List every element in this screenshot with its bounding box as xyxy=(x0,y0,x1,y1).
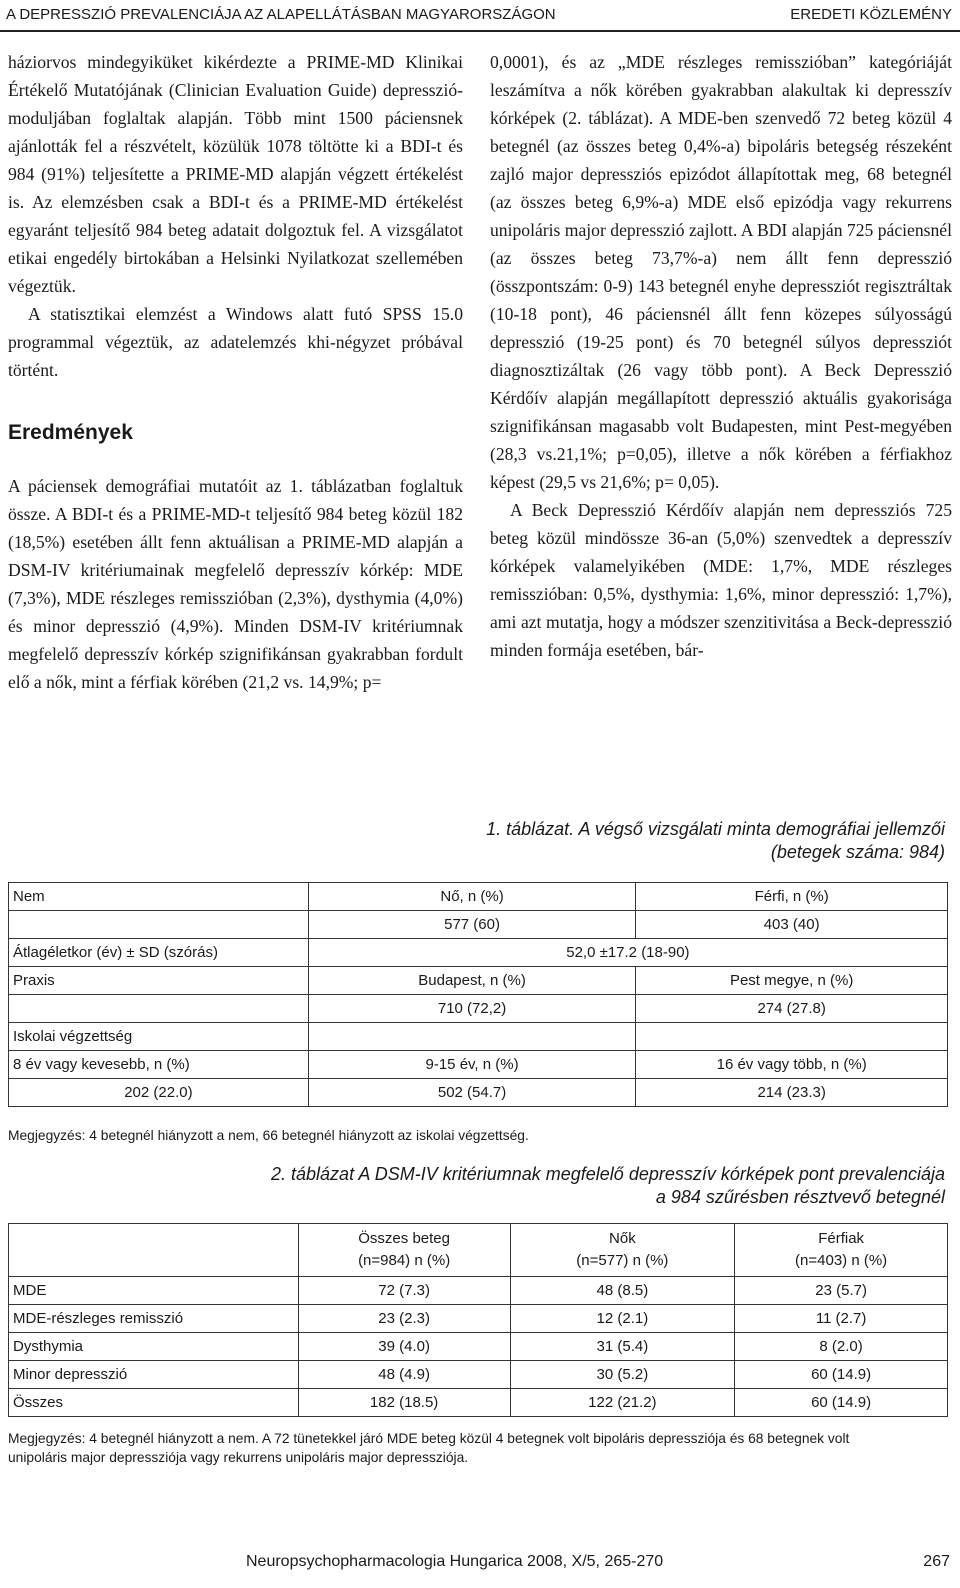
table-cell: Dysthymia xyxy=(9,1333,299,1361)
table-cell: 403 (40) xyxy=(636,911,948,939)
table-cell: 502 (54.7) xyxy=(308,1079,636,1107)
table-header-cell xyxy=(298,1224,510,1277)
table-row xyxy=(9,1079,948,1107)
table-row xyxy=(9,883,948,911)
table-row xyxy=(9,1277,948,1305)
table-cell: Átlagéletkor (év) ± SD (szórás) xyxy=(9,939,309,967)
table-cell xyxy=(9,911,309,939)
header-line: (n=577) n (%) xyxy=(576,1252,669,1269)
table-cell: 60 (14.9) xyxy=(735,1389,948,1417)
table-cell: 60 (14.9) xyxy=(735,1361,948,1389)
paragraph: háziorvos mindegyiküket kikérdezte a PRIME-MD Klinikai Értékelő Mutatójának (Clinician Evaluation Guide) depresszió-moduljában foglaltak alapján. Több mint 1500 páciensnek ajánlották fel a részvételt, közülük 1078 töltötte ki a BDI-t és 984 (91%) teljesítette a PRIME-MD alapján végzett értékelést is. Az elemzésben csak a BDI-t és a PRIME-MD értékelést egyaránt teljesítő 984 beteg adatait dolgoztuk fel. A vizsgálatot etikai engedély birtokában a Helsinki Nyilatkozat szellemében végeztük. xyxy=(8,52,463,296)
table-row xyxy=(9,1389,948,1417)
table1-caption-line1: 1. táblázat. A végső vizsgálati minta demográfiai jellemzői xyxy=(486,819,945,839)
table-cell: Férfi, n (%) xyxy=(636,883,948,911)
right-column xyxy=(490,48,952,664)
table-row xyxy=(9,911,948,939)
table-cell: 8 (2.0) xyxy=(735,1333,948,1361)
page-number: 267 xyxy=(923,1553,950,1570)
table-cell: MDE-részleges remisszió xyxy=(9,1305,299,1333)
table2-note xyxy=(8,1429,953,1467)
table2-caption-line1: 2. táblázat A DSM-IV kritériumnak megfelelő depresszív kórképek pont prevalenciája xyxy=(271,1164,945,1184)
table-cell: 122 (21.2) xyxy=(510,1389,735,1417)
table-row xyxy=(9,967,948,995)
header-line: Nők xyxy=(609,1230,636,1247)
table2-caption xyxy=(40,1163,945,1209)
table-row xyxy=(9,1305,948,1333)
table-cell: 23 (2.3) xyxy=(298,1305,510,1333)
table-cell: 202 (22.0) xyxy=(9,1079,309,1107)
table-cell: 577 (60) xyxy=(308,911,636,939)
table-row xyxy=(9,995,948,1023)
table-cell: 39 (4.0) xyxy=(298,1333,510,1361)
table-cell: 48 (8.5) xyxy=(510,1277,735,1305)
section-title: Eredmények xyxy=(8,421,133,444)
table-cell xyxy=(9,995,309,1023)
table-cell: 274 (27.8) xyxy=(636,995,948,1023)
table-cell: Pest megye, n (%) xyxy=(636,967,948,995)
table-cell xyxy=(308,1023,636,1051)
note-line: Megjegyzés: 4 betegnél hiányzott a nem. A 72 tünetekkel járó MDE beteg közül 4 betegnek volt bipoláris depressziója és 68 betegnek volt xyxy=(8,1431,850,1446)
table1-note: Megjegyzés: 4 betegnél hiányzott a nem, 66 betegnél hiányzott az iskolai végzettség. xyxy=(8,1128,529,1143)
table-cell: 182 (18.5) xyxy=(298,1389,510,1417)
table-cell: Budapest, n (%) xyxy=(308,967,636,995)
table-row xyxy=(9,1333,948,1361)
left-column xyxy=(8,48,463,696)
table-cell xyxy=(9,1224,299,1277)
table-cell: Nő, n (%) xyxy=(308,883,636,911)
table-cell: 214 (23.3) xyxy=(636,1079,948,1107)
table1-caption-line2: (betegek száma: 984) xyxy=(770,842,945,862)
table-header-row xyxy=(9,1224,948,1277)
paragraph: A páciensek demográfiai mutatóit az 1. táblázatban foglaltuk össze. A BDI-t és a PRIME-MD-t teljesítő 984 beteg közül 182 (18,5%) esetében állt fenn aktuálisan a PRIME-MD alapján a DSM-IV kritériumainak megfelelő depresszív kórkép: MDE (7,3%), MDE részleges remisszióban (2,3%), dysthymia (4,0%) és minor depresszió (4,9%). Minden DSM-IV kritériumnak megfelelő depresszív kórkép szignifikánsan gyakrabban fordult elő a nők, mint a férfiak körében (21,2 vs. 14,9%; p= xyxy=(8,476,463,692)
paragraph: A statisztikai elemzést a Windows alatt futó SPSS 15.0 programmal végeztük, az adatelemzés khi-négyzet próbával történt. xyxy=(8,304,463,380)
table-cell: 72 (7.3) xyxy=(298,1277,510,1305)
table-cell: Nem xyxy=(9,883,309,911)
table-cell xyxy=(636,1023,948,1051)
table-cell: 12 (2.1) xyxy=(510,1305,735,1333)
header-line: (n=984) n (%) xyxy=(358,1252,451,1269)
table-cell: Minor depresszió xyxy=(9,1361,299,1389)
header-article-type: EREDETI KÖZLEMÉNY xyxy=(790,6,952,23)
table-cell: Összes xyxy=(9,1389,299,1417)
table1 xyxy=(8,882,948,1107)
table-cell: MDE xyxy=(9,1277,299,1305)
paragraph: A Beck Depresszió Kérdőív alapján nem depressziós 725 beteg közül mindössze 36-an (5,0%) szenvedtek a depresszív kórképek valamelyikében (MDE: 1,7%, MDE részleges remisszióban: 0,5%, dysthymia: 1,6%, minor depresszió: 1,7%), ami azt mutatja, hogy a módszer szenzitivitása a Beck-depresszió minden formája esetében, bár- xyxy=(490,500,952,660)
table-cell: 16 év vagy több, n (%) xyxy=(636,1051,948,1079)
note-line: unipoláris major depressziója vagy rekurrens unipoláris major depressziója. xyxy=(8,1450,469,1465)
table-cell: 48 (4.9) xyxy=(298,1361,510,1389)
table-cell: 11 (2.7) xyxy=(735,1305,948,1333)
table2 xyxy=(8,1223,948,1417)
table1-caption xyxy=(300,818,945,864)
header-title: A DEPRESSZIÓ PREVALENCIÁJA AZ ALAPELLÁTÁSBAN MAGYARORSZÁGON xyxy=(6,6,556,23)
table-cell: 9-15 év, n (%) xyxy=(308,1051,636,1079)
header-line: Férfiak xyxy=(818,1230,865,1247)
table-cell: 52,0 ±17.2 (18-90) xyxy=(308,939,947,967)
table-cell: 23 (5.7) xyxy=(735,1277,948,1305)
running-header xyxy=(0,0,960,32)
table-cell: 8 év vagy kevesebb, n (%) xyxy=(9,1051,309,1079)
paragraph: 0,0001), és az „MDE részleges remisszióban” kategóriáját leszámítva a nők körében gyakrabban alakultak ki depresszív kórképek (2. táblázat). A MDE-ben szenvedő 72 beteg közül 4 betegnél (az összes beteg 0,4%-a) bipoláris betegség részeként zajló major depressziós epizódot állapítottak meg, 68 betegnél (az összes beteg 6,9%-a) MDE első epizódja vagy rekurrens unipoláris major depresszió zajlott. A BDI alapján 725 páciensnél (az összes beteg 73,7%-a) nem állt fenn depresszió (összpontszám: 0-9) 143 betegnél enyhe depressziót regisztráltak (10-18 pont), 46 páciensnél állt fenn közepes súlyosságú depresszió (19-25 pont) és 70 betegnél súlyos depressziót diagnosztizáltak (26 vagy több pont). A Beck Depresszió Kérdőív alapján megállapított depresszió aktuális gyakorisága szignifikánsan magasabb volt Budapesten, mint Pest-megyében (28,3 vs.21,1%; p=0,05), illetve a nők körében a férfiakhoz képest (29,5 vs 21,6%; p= 0,05). xyxy=(490,52,952,492)
table-row xyxy=(9,939,948,967)
table-row xyxy=(9,1361,948,1389)
header-line: Összes beteg xyxy=(358,1230,450,1247)
table-cell: Iskolai végzettség xyxy=(9,1023,309,1051)
table-header-cell xyxy=(510,1224,735,1277)
table-cell: 30 (5.2) xyxy=(510,1361,735,1389)
header-line: (n=403) n (%) xyxy=(795,1252,888,1269)
table-cell: 31 (5.4) xyxy=(510,1333,735,1361)
footer-journal: Neuropsychopharmacologia Hungarica 2008, X/5, 265-270 xyxy=(246,1553,664,1570)
table-row xyxy=(9,1023,948,1051)
table-cell: 710 (72,2) xyxy=(308,995,636,1023)
table-header-cell xyxy=(735,1224,948,1277)
table-row xyxy=(9,1051,948,1079)
table2-caption-line2: a 984 szűrésben résztvevő betegnél xyxy=(655,1187,945,1207)
table-cell: Praxis xyxy=(9,967,309,995)
